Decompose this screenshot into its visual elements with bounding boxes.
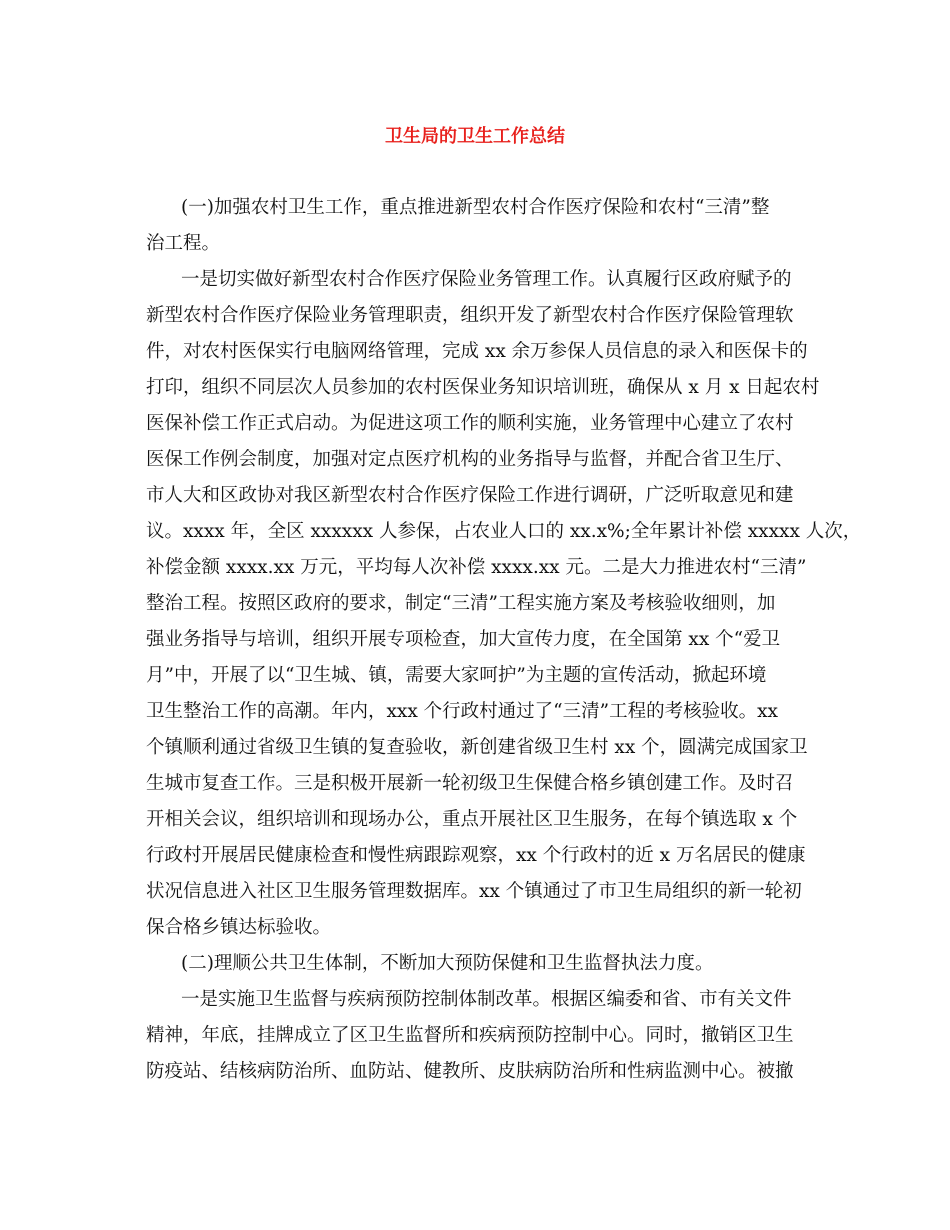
paragraph-line: 行政村开展居民健康检查和慢性病跟踪观察，xx 个行政村的近 x 万名居民的健康 bbox=[146, 845, 806, 866]
paragraph-line: 月”中，开展了以“卫生城、镇，需要大家呵护”为主题的宣传活动，掀起环境 bbox=[146, 665, 767, 686]
paragraph-line: 保合格乡镇达标验收。 bbox=[146, 917, 332, 938]
paragraph-line: 状况信息进入社区卫生服务管理数据库。xx 个镇通过了市卫生局组织的新一轮初 bbox=[146, 881, 802, 902]
paragraph-line: 议。xxxx 年，全区 xxxxxx 人参保，占农业人口的 xx.x%;全年累计补偿 xxxxx 人次， bbox=[146, 521, 862, 542]
paragraph-line: 一是实施卫生监督与疾病预防控制体制改革。根据区编委和省、市有关文件 bbox=[181, 989, 792, 1010]
paragraph-line: 生城市复查工作。三是积极开展新一轮初级卫生保健合格乡镇创建工作。及时召 bbox=[146, 773, 794, 794]
paragraph-line: (一)加强农村卫生工作，重点推进新型农村合作医疗保险和农村“三清”整 bbox=[181, 197, 770, 218]
document-title: 卫生局的卫生工作总结 bbox=[385, 126, 565, 147]
paragraph-line: 打印，组织不同层次人员参加的农村医保业务知识培训班，确保从 x 月 x 日起农村 bbox=[146, 377, 820, 398]
paragraph-line: 个镇顺利通过省级卫生镇的复查验收，新创建省级卫生村 xx 个，圆满完成国家卫 bbox=[146, 737, 808, 758]
paragraph-line: 市人大和区政协对我区新型农村合作医疗保险工作进行调研，广泛听取意见和建 bbox=[146, 485, 794, 506]
paragraph-line: 整治工程。按照区政府的要求，制定“三清”工程实施方案及考核验收细则，加 bbox=[146, 593, 776, 614]
paragraph-line: 精神，年底，挂牌成立了区卫生监督所和疾病预防控制中心。同时，撤销区卫生 bbox=[146, 1025, 794, 1046]
paragraph-line: 医保补偿工作正式启动。为促进这项工作的顺利实施，业务管理中心建立了农村 bbox=[146, 413, 794, 434]
paragraph-line: 一是切实做好新型农村合作医疗保险业务管理工作。认真履行区政府赋予的 bbox=[181, 269, 792, 290]
paragraph-line: 卫生整治工作的高潮。年内，xxx 个行政村通过了“三清”工程的考核验收。xx bbox=[146, 701, 778, 722]
paragraph-line: 新型农村合作医疗保险业务管理职责，组织开发了新型农村合作医疗保险管理软 bbox=[146, 305, 794, 326]
paragraph-line: 治工程。 bbox=[146, 233, 221, 254]
paragraph-line: 开相关会议，组织培训和现场办公，重点开展社区卫生服务，在每个镇选取 x 个 bbox=[146, 809, 798, 830]
paragraph-line: 医保工作例会制度，加强对定点医疗机构的业务指导与监督，并配合省卫生厅、 bbox=[146, 449, 794, 470]
paragraph-line: (二)理顺公共卫生体制，不断加大预防保健和卫生监督执法力度。 bbox=[181, 953, 714, 974]
paragraph-line: 强业务指导与培训，组织开展专项检查，加大宣传力度，在全国第 xx 个“爱卫 bbox=[146, 629, 781, 650]
paragraph-line: 防疫站、结核病防治所、血防站、健教所、皮肤病防治所和性病监测中心。被撤 bbox=[146, 1061, 794, 1082]
paragraph-line: 补偿金额 xxxx.xx 万元，平均每人次补偿 xxxx.xx 元。二是大力推进农村“三清” bbox=[146, 557, 807, 578]
paragraph-line: 件，对农村医保实行电脑网络管理，完成 xx 余万参保人员信息的录入和医保卡的 bbox=[146, 341, 808, 362]
